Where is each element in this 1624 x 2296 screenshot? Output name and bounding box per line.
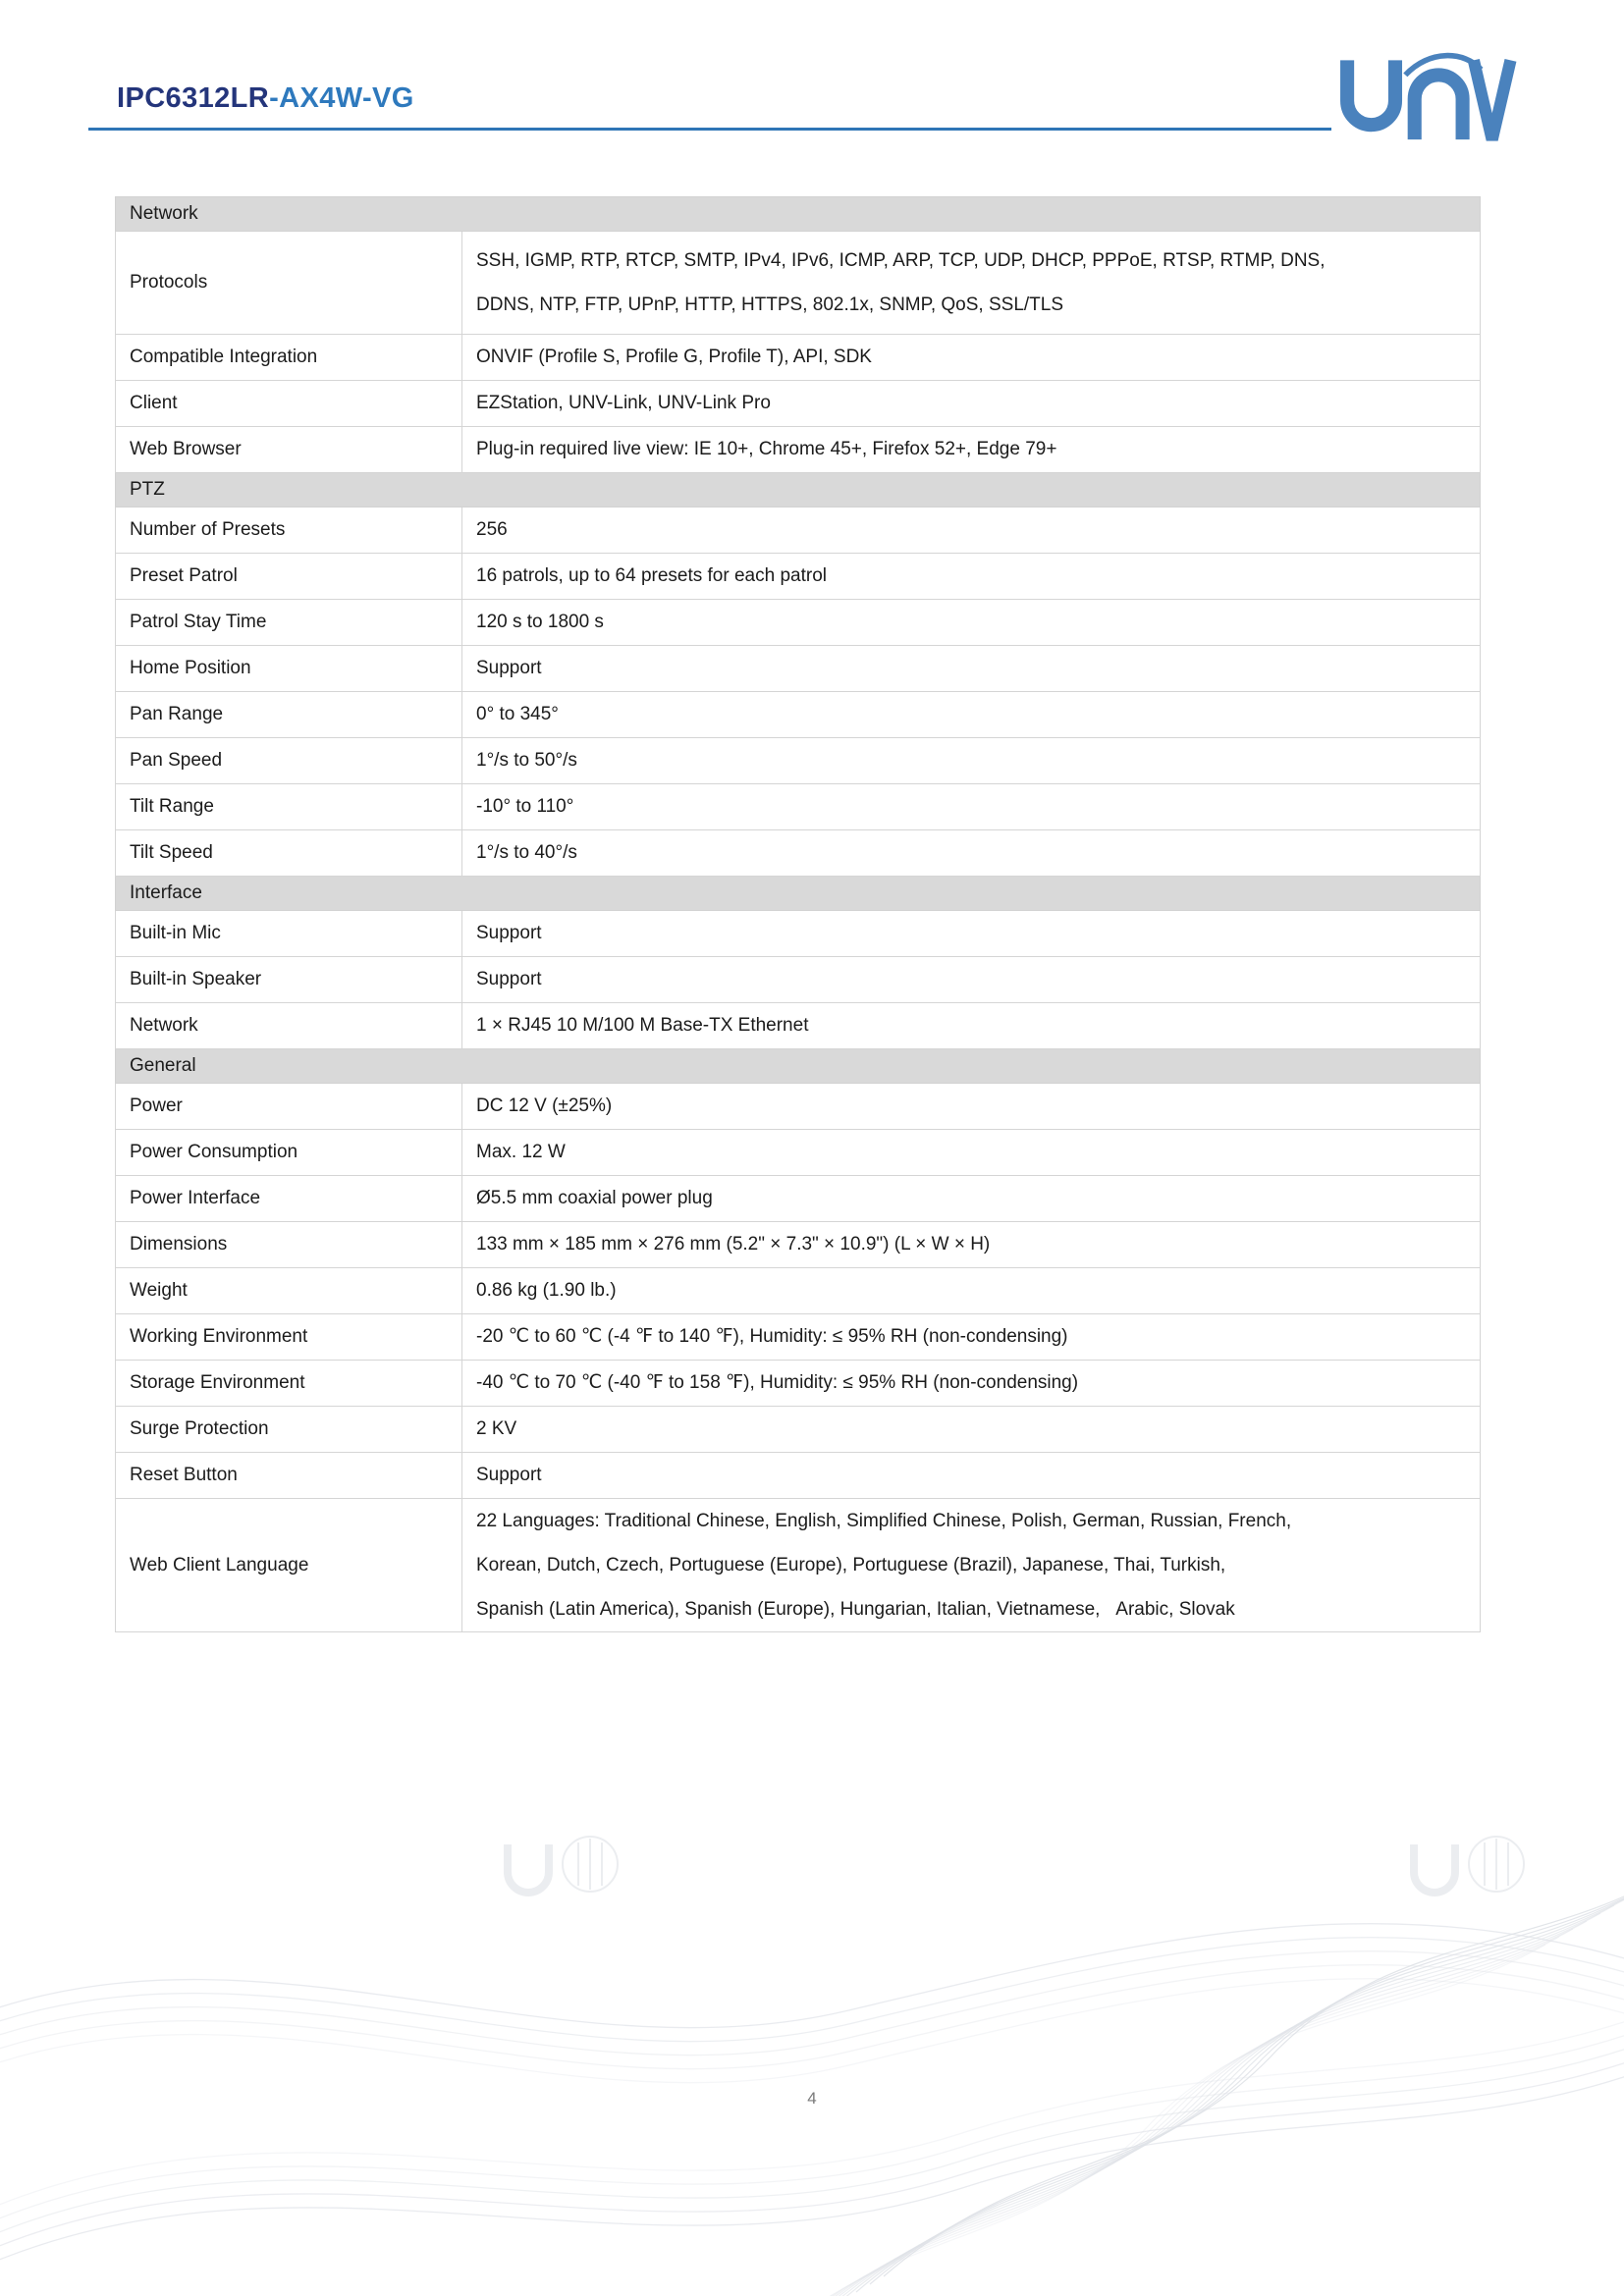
spec-row — [116, 600, 1481, 646]
spec-label: Tilt Speed — [116, 830, 462, 877]
spec-label: Storage Environment — [116, 1361, 462, 1407]
logo-letter-n — [1415, 75, 1463, 139]
spec-value: -10° to 110° — [462, 784, 1481, 830]
spec-row — [116, 1361, 1481, 1407]
spec-label: Working Environment — [116, 1314, 462, 1361]
spec-row — [116, 646, 1481, 692]
spec-row — [116, 507, 1481, 554]
spec-label: Tilt Range — [116, 784, 462, 830]
spec-value: -40 ℃ to 70 ℃ (-40 ℉ to 158 ℉), Humidity: ≤ 95% RH (non-condensing) — [462, 1361, 1481, 1407]
spec-value: Plug-in required live view: IE 10+, Chrome 45+, Firefox 52+, Edge 79+ — [462, 427, 1481, 473]
spec-row — [116, 1453, 1481, 1499]
page-number: 4 — [807, 2089, 817, 2108]
section-title: PTZ — [116, 473, 1481, 507]
spec-value: 1 × RJ45 10 M/100 M Base-TX Ethernet — [462, 1003, 1481, 1049]
page-title — [117, 82, 414, 115]
spec-value-line: Spanish (Latin America), Spanish (Europe), Hungarian, Italian, Vietnamese, Arabic, Slovak — [476, 1599, 1235, 1620]
wave-decoration — [0, 1727, 1624, 2296]
spec-row — [116, 830, 1481, 877]
spec-row — [116, 554, 1481, 600]
spec-label: Web Browser — [116, 427, 462, 473]
spec-value: 2 KV — [462, 1407, 1481, 1453]
unv-logo-icon — [1333, 47, 1518, 145]
spec-value: 256 — [462, 507, 1481, 554]
spec-row — [116, 738, 1481, 784]
spec-row — [116, 1003, 1481, 1049]
spec-row — [116, 427, 1481, 473]
spec-row — [116, 784, 1481, 830]
spec-value: 1°/s to 40°/s — [462, 830, 1481, 877]
spec-value: 16 patrols, up to 64 presets for each patrol — [462, 554, 1481, 600]
spec-value: Support — [462, 911, 1481, 957]
spec-value: Ø5.5 mm coaxial power plug — [462, 1176, 1481, 1222]
spec-row — [116, 1084, 1481, 1130]
watermark-badge-left — [508, 1837, 618, 1893]
spec-label: Weight — [116, 1268, 462, 1314]
spec-table — [115, 196, 1481, 1632]
spec-label: Power Consumption — [116, 1130, 462, 1176]
section-title: Interface — [116, 877, 1481, 911]
spec-label: Web Client Language — [116, 1499, 462, 1632]
spec-value: Support — [462, 646, 1481, 692]
spec-value — [462, 232, 1481, 335]
spec-value: 0.86 kg (1.90 lb.) — [462, 1268, 1481, 1314]
spec-label: Built-in Speaker — [116, 957, 462, 1003]
spec-row — [116, 335, 1481, 381]
section-title: Network — [116, 197, 1481, 232]
spec-row — [116, 232, 1481, 335]
section-header-row — [116, 877, 1481, 911]
spec-row — [116, 692, 1481, 738]
model-suffix: -AX4W-VG — [269, 82, 414, 114]
section-header-row — [116, 1049, 1481, 1084]
spec-row — [116, 911, 1481, 957]
spec-label: Protocols — [116, 232, 462, 335]
spec-row — [116, 1499, 1481, 1632]
spec-label: Compatible Integration — [116, 335, 462, 381]
spec-value: EZStation, UNV-Link, UNV-Link Pro — [462, 381, 1481, 427]
spec-label: Client — [116, 381, 462, 427]
spec-row — [116, 1130, 1481, 1176]
spec-value: DC 12 V (±25%) — [462, 1084, 1481, 1130]
spec-label: Pan Speed — [116, 738, 462, 784]
spec-row — [116, 1268, 1481, 1314]
spec-row — [116, 381, 1481, 427]
section-header-row — [116, 197, 1481, 232]
spec-row — [116, 957, 1481, 1003]
spec-value-line: Korean, Dutch, Czech, Portuguese (Europe), Portuguese (Brazil), Japanese, Thai, Turkish, — [476, 1555, 1226, 1575]
spec-value: Support — [462, 957, 1481, 1003]
spec-label: Reset Button — [116, 1453, 462, 1499]
spec-value: Support — [462, 1453, 1481, 1499]
spec-value: 133 mm × 185 mm × 276 mm (5.2" × 7.3" × 10.9") (L × W × H) — [462, 1222, 1481, 1268]
spec-label: Dimensions — [116, 1222, 462, 1268]
logo-letter-v — [1474, 60, 1511, 139]
spec-value: Max. 12 W — [462, 1130, 1481, 1176]
spec-value: -20 ℃ to 60 ℃ (-4 ℉ to 140 ℉), Humidity: ≤ 95% RH (non-condensing) — [462, 1314, 1481, 1361]
spec-value-line: 22 Languages: Traditional Chinese, English, Simplified Chinese, Polish, German, Russian, French, — [476, 1511, 1292, 1531]
spec-row — [116, 1222, 1481, 1268]
spec-value-line: SSH, IGMP, RTP, RTCP, SMTP, IPv4, IPv6, ICMP, ARP, TCP, UDP, DHCP, PPPoE, RTSP, RTMP, DNS, — [476, 250, 1326, 271]
spec-label: Power — [116, 1084, 462, 1130]
spec-label: Surge Protection — [116, 1407, 462, 1453]
section-title: General — [116, 1049, 1481, 1084]
spec-value: 120 s to 1800 s — [462, 600, 1481, 646]
spec-value — [462, 1499, 1481, 1632]
spec-label: Pan Range — [116, 692, 462, 738]
section-header-row — [116, 473, 1481, 507]
spec-row — [116, 1176, 1481, 1222]
spec-label: Preset Patrol — [116, 554, 462, 600]
spec-value-line: DDNS, NTP, FTP, UPnP, HTTP, HTTPS, 802.1x, SNMP, QoS, SSL/TLS — [476, 294, 1064, 315]
spec-label: Built-in Mic — [116, 911, 462, 957]
spec-row — [116, 1314, 1481, 1361]
spec-label: Network — [116, 1003, 462, 1049]
model-name: IPC6312LR — [117, 82, 270, 114]
logo-letter-u — [1347, 60, 1395, 125]
spec-value: 0° to 345° — [462, 692, 1481, 738]
spec-row — [116, 1407, 1481, 1453]
spec-label: Home Position — [116, 646, 462, 692]
watermark-badge-right — [1414, 1837, 1524, 1893]
spec-value: ONVIF (Profile S, Profile G, Profile T), API, SDK — [462, 335, 1481, 381]
spec-value: 1°/s to 50°/s — [462, 738, 1481, 784]
spec-label: Power Interface — [116, 1176, 462, 1222]
header-divider — [88, 128, 1331, 131]
spec-label: Patrol Stay Time — [116, 600, 462, 646]
spec-label: Number of Presets — [116, 507, 462, 554]
